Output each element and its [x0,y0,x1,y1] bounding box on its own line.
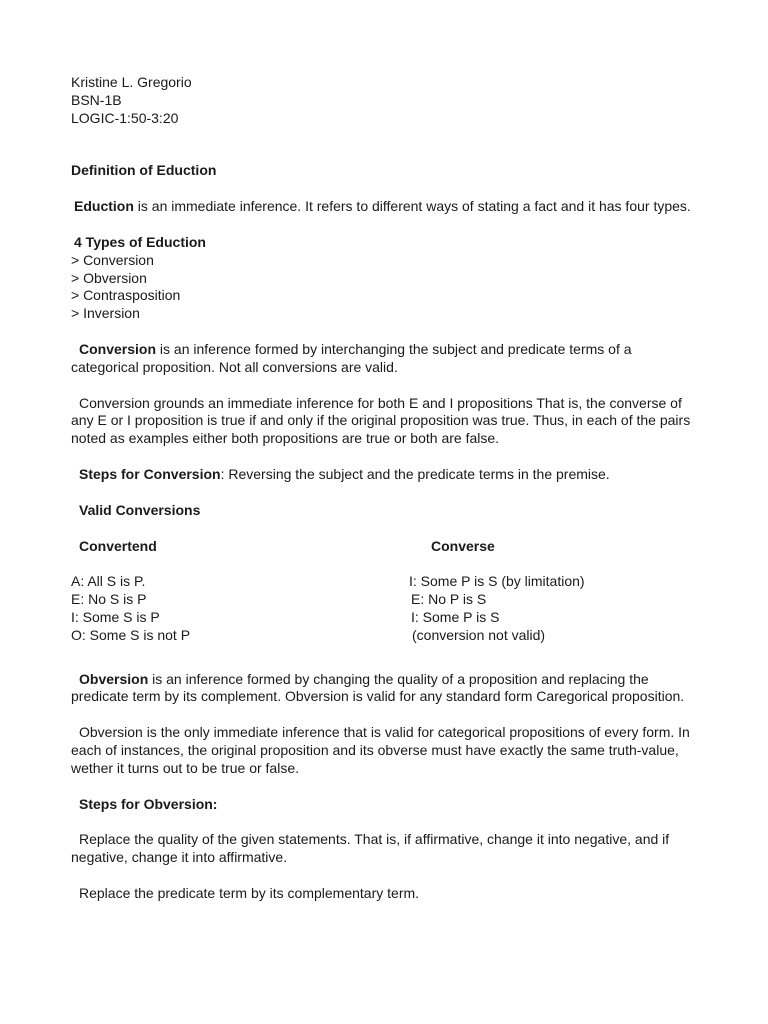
convertend-a: A: All S is P. [71,573,146,590]
conversion-definition [71,341,701,377]
conversion-paragraph-2: Conversion grounds an immediate inference for both E and I propositions That is, the converse of any E or I proposition is true if and only if the original proposition was true. Thus, in each of the pairs noted as examples either both propositions are true or both are false. [71,394,691,447]
definition-text: is an immediate inference. It refers to different ways of stating a fact and it has four types. [133,198,691,215]
type-item-conversion: > Conversion [71,251,154,268]
type-item-obversion: > Obversion [71,269,147,286]
document-page [71,74,701,903]
converse-header: Converse [431,537,495,554]
definition-paragraph [71,198,701,216]
valid-conversions-heading: Valid Conversions [79,501,201,518]
converse-i: I: Some P is S [411,608,500,625]
types-heading: 4 Types of Eduction [74,233,206,250]
definition-heading: Definition of Eduction [71,162,217,179]
conversion-term: Conversion [79,340,157,357]
conversion-table-header [71,538,701,556]
obversion-steps-heading: Steps for Obversion: [79,795,218,812]
conversion-row [71,591,701,609]
conversion-text: is an inference formed by interchanging the subject and predicate terms of a categorical proposition. Not all conversions are valid. [71,340,632,375]
type-item-contraposition: > Contrasposition [71,287,181,304]
conversion-steps [71,466,701,484]
obversion-step-2: Replace the predicate term by its complementary term. [79,884,420,901]
class-schedule: LOGIC-1:50-3:20 [71,109,179,126]
convertend-o: O: Some S is not P [71,626,191,643]
convertend-e: E: No S is P [71,591,147,608]
author-name: Kristine L. Gregorio [71,74,192,90]
conversion-steps-label: Steps for Conversion [79,465,221,482]
convertend-header: Convertend [79,537,157,554]
definition-term: Eduction [74,198,134,215]
obversion-paragraph-2: Obversion is the only immediate inference that is valid for categorical propositions of every form. In each of instances, the original proposition and its obverse must have exactly the same truth-value, wether it turns out to be true or false. [71,724,690,776]
type-item-inversion: > Inversion [71,305,140,322]
obversion-text: is an inference formed by changing the quality of a proposition and replacing the predicate term by its complement. Obversion is valid for any standard form Caregorical proposition. [71,670,685,705]
converse-o: (conversion not valid) [412,626,546,643]
conversion-row [71,573,701,591]
conversion-steps-text: : Reversing the subject and the predicate terms in the premise. [220,465,610,482]
converse-e: E: No P is S [411,591,487,608]
converse-a: I: Some P is S (by limitation) [409,573,585,590]
convertend-i: I: Some S is P [71,608,160,625]
class-section: BSN-1B [71,91,122,108]
obversion-term: Obversion [79,670,149,687]
conversion-row [71,627,701,645]
obversion-definition [71,671,701,707]
conversion-row [71,609,701,627]
obversion-step-1: Replace the quality of the given statements. That is, if affirmative, change it into negative, and if negative, change it into affirmative. [71,831,670,866]
